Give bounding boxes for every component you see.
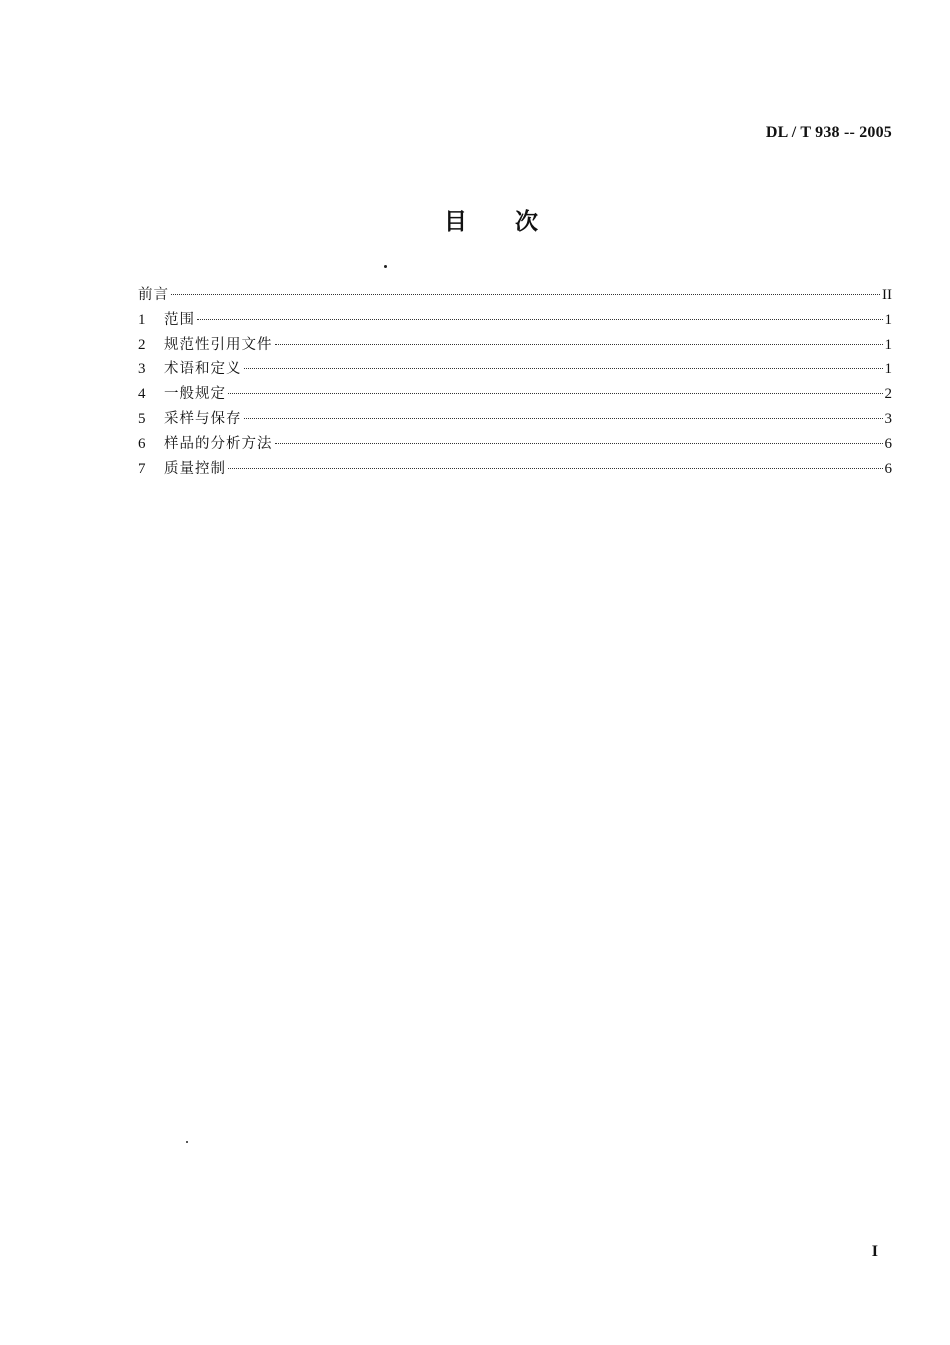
toc-entry-title: 范围 (164, 311, 195, 328)
toc-entry-normative-references[interactable] (138, 333, 892, 358)
toc-entry-quality-control[interactable] (138, 457, 892, 482)
toc-entry-page: 3 (884, 410, 892, 427)
toc-entry-title: 术语和定义 (164, 361, 242, 378)
toc-entry-number: 2 (138, 336, 146, 353)
scan-speck (186, 1141, 188, 1143)
toc-entry-page: 6 (884, 435, 892, 452)
toc-entry-number: 3 (138, 361, 146, 378)
toc-entry-title: 规范性引用文件 (164, 336, 273, 353)
toc-entry-number: 4 (138, 386, 146, 403)
toc-entry-page: 1 (884, 311, 892, 328)
toc-entry-page: 1 (884, 336, 892, 353)
toc-entry-page: II (882, 287, 892, 303)
toc-entry-page: 6 (884, 460, 892, 477)
toc-entry-general-provisions[interactable] (138, 382, 892, 407)
toc-entry-analysis-methods[interactable] (138, 432, 892, 457)
toc-entry-foreword[interactable] (138, 283, 892, 308)
toc-entry-title: 采样与保存 (164, 410, 242, 427)
dot-leader (197, 318, 883, 320)
toc-entry-number: 1 (138, 311, 146, 328)
dot-leader (228, 392, 883, 394)
dot-leader (228, 467, 883, 469)
toc-entry-number: 5 (138, 410, 146, 427)
toc-entry-page: 2 (884, 386, 892, 403)
toc-entry-title: 样品的分析方法 (164, 435, 273, 452)
dot-leader (275, 343, 883, 345)
toc-entry-title: 质量控制 (164, 460, 226, 477)
toc-entry-sampling-storage[interactable] (138, 407, 892, 432)
dot-leader (275, 442, 883, 444)
toc-entry-scope[interactable] (138, 308, 892, 333)
toc-entry-terms-definitions[interactable] (138, 357, 892, 382)
scan-speck (384, 265, 387, 268)
toc-entry-title: 一般规定 (164, 386, 226, 403)
page-title: 目次 (444, 209, 586, 235)
dot-leader (244, 417, 883, 419)
toc-entry-page: 1 (884, 361, 892, 378)
dot-leader (244, 367, 883, 369)
page-number: I (871, 1243, 878, 1260)
toc-entry-number: 7 (138, 460, 146, 477)
toc-entry-number: 6 (138, 435, 146, 452)
toc-entry-title: 前言 (138, 287, 169, 303)
dot-leader (171, 293, 880, 295)
standard-code: DL / T 938 -- 2005 (765, 124, 892, 141)
table-of-contents (138, 283, 892, 481)
